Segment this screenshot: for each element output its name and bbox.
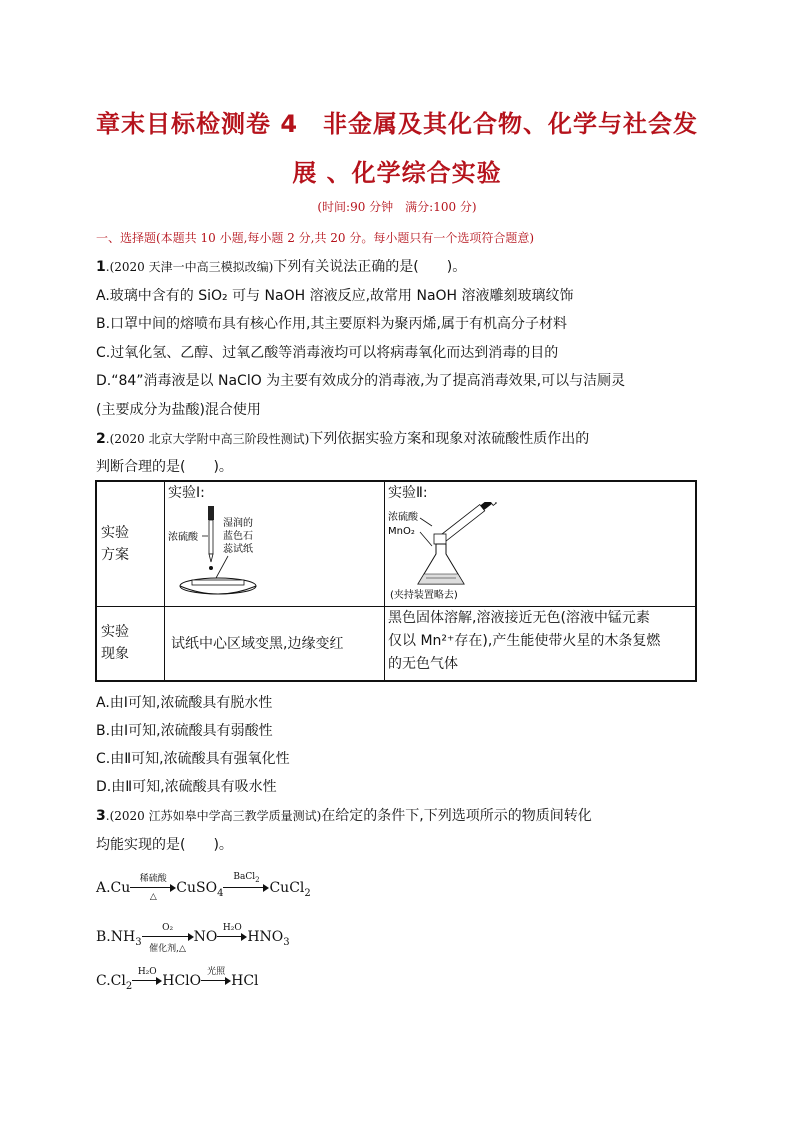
experiment-2-label: 实验Ⅱ: bbox=[388, 485, 428, 501]
page-title-line2: 展 、化学综合实验 bbox=[292, 159, 502, 187]
question-source: .(2020 北京大学附中高三阶段性测试) bbox=[105, 432, 310, 446]
acid-drop bbox=[209, 566, 213, 570]
question-3-stem-cont: 均能实现的是( )。 bbox=[96, 837, 233, 853]
svg-text:MnO₂: MnO₂ bbox=[388, 526, 415, 537]
section-heading: 一、选择题(本题共 10 小题,每小题 2 分,共 20 分。每小题只有一个选项符合题意) bbox=[96, 231, 535, 245]
dropper-bulb bbox=[208, 506, 214, 520]
q1-option-d: D.“84”消毒液是以 NaClO 为主要有效成分的消毒液,为了提高消毒效果,可以与洁厕灵 bbox=[96, 373, 626, 389]
question-source: .(2020 天津一中高三模拟改编) bbox=[105, 260, 274, 274]
question-1-stem bbox=[96, 256, 466, 276]
question-number: 3 bbox=[96, 808, 106, 824]
q2-option-a: A.由Ⅰ可知,浓硫酸具有脱水性 bbox=[96, 695, 273, 711]
question-number: 1 bbox=[96, 259, 106, 275]
reaction-arrow: 稀硫酸 △ bbox=[130, 883, 176, 893]
question-text: 在给定的条件下,下列选项所示的物质间转化 bbox=[321, 808, 592, 824]
litmus-paper bbox=[192, 580, 244, 585]
question-text: 下列有关说法正确的是( )。 bbox=[273, 259, 467, 275]
q2-option-d: D.由Ⅱ可知,浓硫酸具有吸水性 bbox=[96, 779, 277, 795]
reaction-arrow: H₂O bbox=[132, 976, 162, 986]
exam-subtitle: (时间:90 分钟 满分:100 分) bbox=[317, 200, 477, 214]
experiment-2-diagram bbox=[388, 502, 588, 602]
observation-1: 试纸中心区域变黑,边缘变红 bbox=[165, 607, 385, 681]
question-2-stem bbox=[96, 428, 589, 448]
row-head-plan: 实验 方案 bbox=[96, 481, 165, 607]
exp1-reagent-label: 浓硫酸 bbox=[168, 532, 198, 543]
svg-text:浓硫酸: 浓硫酸 bbox=[388, 512, 418, 523]
flask-stopper bbox=[434, 534, 446, 544]
q3-option-b: $B.NH_3$ O₂ 催化剂,△ NO H₂O $HNO_3$ bbox=[96, 923, 290, 954]
svg-text:蕊试纸: 蕊试纸 bbox=[223, 544, 253, 555]
reaction-arrow: O₂ 催化剂,△ bbox=[142, 932, 194, 942]
svg-text:湿润的: 湿润的 bbox=[223, 518, 253, 529]
page-title: 章末目标检测卷 4 非金属及其化合物、化学与社会发 bbox=[95, 110, 699, 138]
question-source: .(2020 江苏如皋中学高三教学质量测试) bbox=[105, 809, 322, 823]
svg-text:蓝色石: 蓝色石 bbox=[223, 531, 253, 542]
question-3-stem bbox=[96, 805, 592, 825]
experiment-1-cell bbox=[165, 481, 385, 607]
q1-option-c: C.过氧化氢、乙醇、过氧乙酸等消毒液均可以将病毒氧化而达到消毒的目的 bbox=[96, 345, 559, 361]
question-2-stem-cont: 判断合理的是( )。 bbox=[96, 459, 233, 475]
row-head-observation: 实验 现象 bbox=[96, 607, 165, 681]
reaction-arrow: H₂O bbox=[217, 932, 247, 942]
q2-option-b: B.由Ⅰ可知,浓硫酸具有弱酸性 bbox=[96, 723, 273, 739]
experiment-table bbox=[95, 480, 697, 682]
q2-option-c: C.由Ⅱ可知,浓硫酸具有强氧化性 bbox=[96, 751, 290, 767]
observation-2: 黑色固体溶解,溶液接近无色(溶液中锰元素 仅以 Mn²⁺存在),产生能使带火星的木条复燃 的无色气体 bbox=[385, 607, 697, 681]
question-text: 下列依据实验方案和现象对浓硫酸性质作出的 bbox=[309, 431, 590, 447]
experiment-2-cell bbox=[385, 481, 697, 607]
reaction-arrow: BaCl$_2$ bbox=[223, 883, 269, 893]
q3-option-c: $C.Cl_2$ H₂O HClO 光照 HCl bbox=[96, 967, 259, 992]
q3-option-a: A.Cu 稀硫酸 △ CuSO$_4$ BaCl$_2$ CuCl$_2$ bbox=[96, 872, 311, 902]
q1-option-b: B.口罩中间的熔喷布具有核心作用,其主要原料为聚丙烯,属于有机高分子材料 bbox=[96, 316, 567, 332]
question-number: 2 bbox=[96, 431, 106, 447]
experiment-1-diagram bbox=[168, 502, 368, 602]
q1-option-a: A.玻璃中含有的 SiO₂ 可与 NaOH 溶液反应,故常用 NaOH 溶液雕刻玻璃纹饰 bbox=[96, 288, 574, 304]
experiment-1-label: 实验Ⅰ: bbox=[168, 485, 205, 501]
clamp-note: (夹持装置略去) bbox=[390, 590, 458, 601]
dropper-tube bbox=[209, 520, 213, 554]
reaction-arrow: 光照 bbox=[201, 976, 231, 986]
q1-option-d-cont: (主要成分为盐酸)混合使用 bbox=[96, 402, 261, 418]
